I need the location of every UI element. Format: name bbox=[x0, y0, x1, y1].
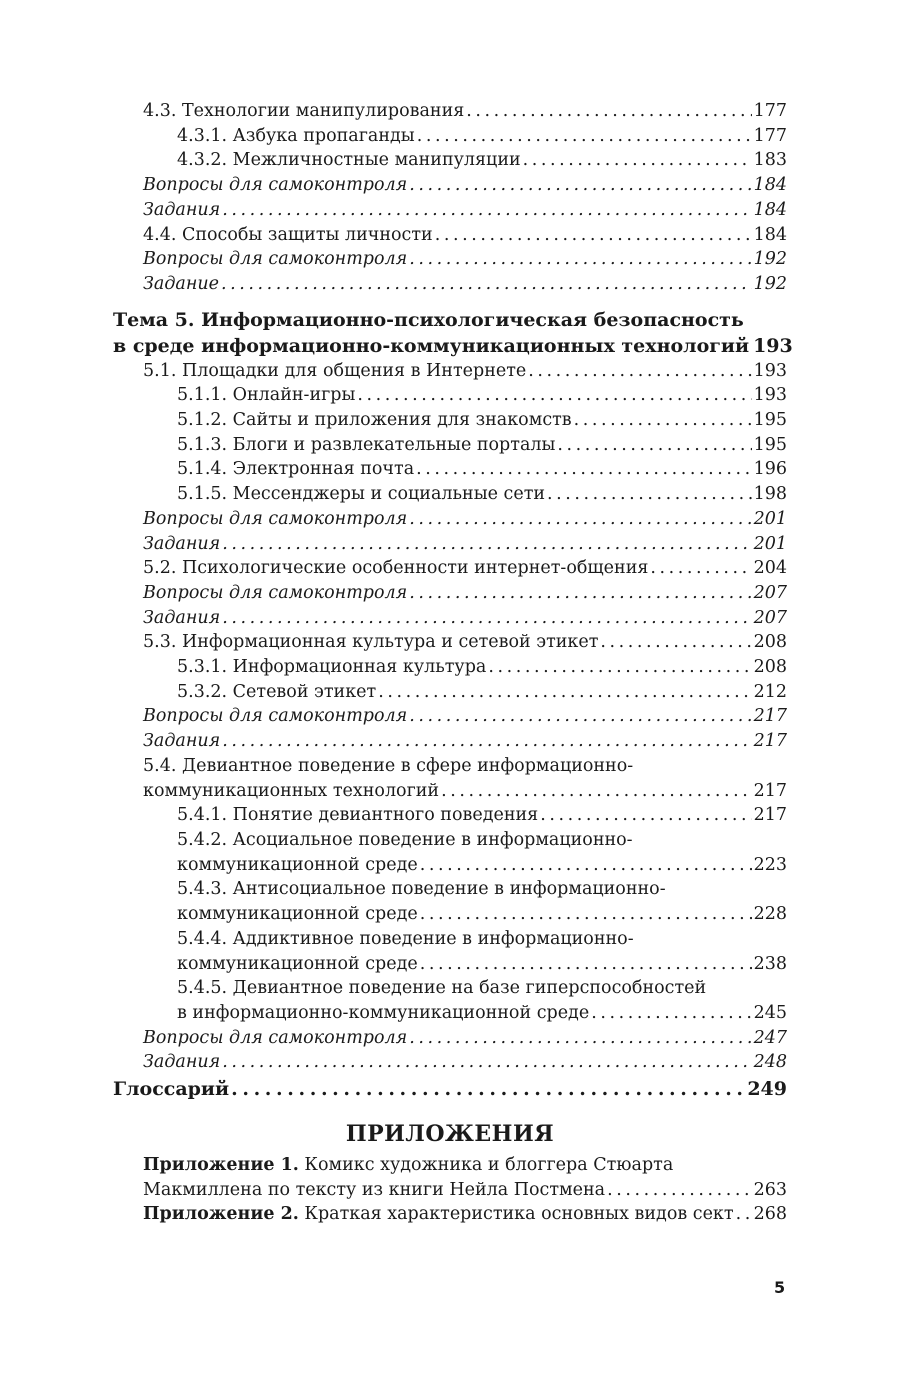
dot-leader bbox=[607, 1178, 752, 1203]
topic-5-title-line1: Тема 5. Информационно-психологическая безопасность bbox=[113, 308, 744, 331]
toc-entry-text: 5.1.4. Электронная почта bbox=[177, 459, 415, 480]
toc-entry bbox=[113, 630, 787, 655]
entry-5-4-3-line1: 5.4.3. Антисоциальное поведение в информационно- bbox=[177, 879, 666, 900]
entry-5-4-3-text: коммуникационной среде bbox=[177, 904, 418, 925]
toc-entry-questions bbox=[113, 1026, 787, 1051]
dot-leader bbox=[528, 359, 751, 384]
toc-entry-5-4-4 bbox=[113, 927, 787, 976]
appendix-1-page: 263 bbox=[753, 1179, 787, 1200]
topic-5-title-line2 bbox=[113, 333, 793, 359]
toc-entry bbox=[113, 482, 787, 507]
dot-leader bbox=[547, 482, 752, 507]
entry-5-4-text: коммуникационных технологий bbox=[143, 780, 440, 801]
questions-page: 247 bbox=[753, 1027, 787, 1048]
toc-entry bbox=[113, 532, 787, 557]
toc-entry-page: 208 bbox=[753, 632, 787, 653]
entry-5-4-2-text: коммуникационной среде bbox=[177, 854, 418, 875]
toc-entry-text: 4.3.2. Межличностные манипуляции bbox=[177, 150, 521, 171]
toc-entry-text: 4.3. Технологии манипулирования bbox=[143, 101, 465, 121]
dot-leader bbox=[435, 223, 752, 248]
toc-entry-5-4-3 bbox=[113, 877, 787, 926]
toc-entry-5-4-2 bbox=[113, 828, 787, 877]
entry-5-4-2-page: 223 bbox=[753, 854, 787, 875]
page-number: 5 bbox=[774, 1278, 786, 1297]
dot-leader bbox=[557, 433, 751, 458]
toc-entry-page: 195 bbox=[753, 410, 787, 431]
entry-5-4-3-page: 228 bbox=[753, 904, 787, 925]
entry-5-4-3-line2 bbox=[177, 902, 787, 927]
entry-5-4-4-text: коммуникационной среде bbox=[177, 953, 418, 974]
dot-leader bbox=[222, 729, 751, 754]
toc-entry-page: 201 bbox=[753, 533, 787, 554]
toc-entry bbox=[113, 247, 787, 272]
dot-leader bbox=[466, 99, 751, 124]
dot-leader bbox=[420, 902, 752, 927]
toc-entry bbox=[113, 99, 787, 124]
entry-5-4-4-line1: 5.4.4. Аддиктивное поведение в информационно- bbox=[177, 928, 634, 949]
dot-leader bbox=[221, 272, 752, 297]
toc-entry bbox=[113, 173, 787, 198]
entry-5-4-1-text: 5.4.1. Понятие девиантного поведения bbox=[177, 805, 539, 826]
toc-entry-page: 177 bbox=[753, 125, 787, 146]
appendix-1-title-cont: Макмиллена по тексту из книги Нейла Постмена bbox=[143, 1179, 606, 1200]
topic-5-page: 193 bbox=[753, 334, 793, 357]
tasks-page: 248 bbox=[753, 1052, 787, 1073]
toc-entry-text: Задание bbox=[143, 273, 220, 294]
dot-leader bbox=[523, 148, 752, 173]
entry-5-4-4-page: 238 bbox=[753, 953, 787, 974]
entry-5-4-5-page: 245 bbox=[753, 1002, 787, 1023]
toc-entry-text: 5.3.2. Сетевой этикет bbox=[177, 681, 377, 702]
toc-entry-page: 192 bbox=[753, 249, 787, 270]
appendix-1-line1 bbox=[143, 1153, 787, 1178]
dot-leader bbox=[650, 556, 751, 581]
toc-entry bbox=[113, 383, 787, 408]
toc-entry bbox=[113, 457, 787, 482]
dot-leader bbox=[736, 1202, 752, 1227]
toc-entry-text: 4.4. Способы защиты личности bbox=[143, 224, 433, 245]
appendix-2-entry bbox=[143, 1202, 734, 1227]
dot-leader bbox=[409, 581, 751, 606]
toc-entry bbox=[113, 198, 787, 223]
dot-leader bbox=[409, 704, 751, 729]
dot-leader bbox=[378, 680, 751, 705]
glossary-text: Глоссарий bbox=[113, 1078, 230, 1101]
dot-leader bbox=[420, 952, 752, 977]
appendix-2-title: Краткая характеристика основных видов сект bbox=[304, 1204, 734, 1225]
toc-entry-text: Задания bbox=[143, 731, 221, 752]
toc-entry-page: 207 bbox=[753, 582, 787, 603]
toc-entry bbox=[113, 704, 787, 729]
toc-entry-text: 5.1. Площадки для общения в Интернете bbox=[143, 360, 527, 381]
toc-entry-text: 5.1.1. Онлайн-игры bbox=[177, 385, 356, 406]
toc-entry-page: 184 bbox=[753, 175, 787, 196]
toc-entry-page: 177 bbox=[753, 101, 787, 121]
dot-leader bbox=[409, 173, 751, 198]
toc-entry-page: 198 bbox=[753, 484, 787, 505]
toc-entry-page: 184 bbox=[753, 199, 787, 220]
toc-entry-text: 5.1.2. Сайты и приложения для знакомств bbox=[177, 410, 572, 431]
appendix-1-line2 bbox=[143, 1178, 787, 1203]
toc-entry-page: 204 bbox=[753, 558, 787, 579]
toc-entry-tasks bbox=[113, 1050, 787, 1075]
toc-appendix-2 bbox=[113, 1202, 787, 1227]
toc-topic-5 bbox=[113, 307, 793, 359]
dot-leader bbox=[409, 1026, 751, 1051]
dot-leader bbox=[591, 1001, 751, 1026]
dot-leader bbox=[409, 507, 751, 532]
dot-leader bbox=[231, 1075, 745, 1103]
appendices-heading: ПРИЛОЖЕНИЯ bbox=[345, 1121, 555, 1148]
toc-entry bbox=[113, 606, 787, 631]
toc-appendix-1 bbox=[113, 1153, 787, 1202]
appendix-1-title: Комикс художника и блоггера Стюарта bbox=[304, 1155, 674, 1176]
dot-leader bbox=[540, 803, 751, 828]
toc-entry-5-4-1 bbox=[113, 803, 787, 828]
entry-5-4-page: 217 bbox=[753, 780, 787, 801]
toc-entry bbox=[113, 359, 787, 384]
toc-glossary bbox=[113, 1075, 787, 1103]
dot-leader bbox=[574, 408, 752, 433]
toc-entry-page: 195 bbox=[753, 434, 787, 455]
entry-5-4-2-line2 bbox=[177, 853, 787, 878]
toc-entry bbox=[113, 729, 787, 754]
toc-entry-page: 183 bbox=[753, 150, 787, 171]
toc-entry-page: 201 bbox=[753, 508, 787, 529]
questions-text: Вопросы для самоконтроля bbox=[143, 1027, 408, 1048]
toc-entry-page: 207 bbox=[753, 607, 787, 628]
toc-entry-text: 4.3.1. Азбука пропаганды bbox=[177, 125, 415, 146]
toc-entry-text: 5.3.1. Информационная культура bbox=[177, 657, 487, 678]
toc-entry-text: Вопросы для самоконтроля bbox=[143, 706, 408, 727]
table-of-contents bbox=[113, 99, 793, 1227]
toc-entry-text: Задания bbox=[143, 199, 221, 220]
toc-entry bbox=[113, 507, 787, 532]
toc-entry-text: 5.1.3. Блоги и развлекательные порталы bbox=[177, 434, 556, 455]
appendix-1-label: Приложение 1. bbox=[143, 1155, 299, 1176]
toc-entry-page: 184 bbox=[753, 224, 787, 245]
toc-entry bbox=[113, 655, 787, 680]
toc-entry-page: 196 bbox=[753, 459, 787, 480]
toc-entry-page: 193 bbox=[753, 360, 787, 381]
toc-entry-text: Задания bbox=[143, 607, 221, 628]
entry-5-4-2-line1: 5.4.2. Асоциальное поведение в информационно- bbox=[177, 829, 633, 850]
toc-entry-5-4-5 bbox=[113, 976, 787, 1025]
toc-entry-text: Вопросы для самоконтроля bbox=[143, 175, 408, 196]
toc-section-4 bbox=[113, 99, 787, 297]
toc-entry-page: 192 bbox=[753, 273, 787, 294]
toc-entry-page: 217 bbox=[753, 706, 787, 727]
dot-leader bbox=[409, 247, 751, 272]
entry-5-4-4-line2 bbox=[177, 952, 787, 977]
toc-entry-page: 217 bbox=[753, 731, 787, 752]
toc-entry bbox=[113, 433, 787, 458]
toc-entry bbox=[113, 272, 787, 297]
toc-entry bbox=[113, 124, 787, 149]
entry-5-4-5-line2 bbox=[177, 1001, 787, 1026]
toc-entry bbox=[113, 556, 787, 581]
toc-entry-text: Задания bbox=[143, 533, 221, 554]
tasks-text: Задания bbox=[143, 1052, 221, 1073]
dot-leader bbox=[441, 779, 752, 804]
toc-entry-page: 193 bbox=[753, 385, 787, 406]
toc-entry bbox=[113, 408, 787, 433]
entry-5-4-1-page: 217 bbox=[753, 805, 787, 826]
dot-leader bbox=[488, 655, 751, 680]
toc-section-5 bbox=[113, 359, 787, 754]
entry-5-4-line1: 5.4. Девиантное поведение в сфере информационно- bbox=[143, 755, 634, 776]
glossary-page: 249 bbox=[747, 1078, 787, 1101]
entry-5-4-5-text: в информационно-коммуникационной среде bbox=[177, 1002, 590, 1023]
appendix-2-page: 268 bbox=[753, 1204, 787, 1225]
dot-leader bbox=[420, 853, 752, 878]
toc-entry-text: 5.1.5. Мессенджеры и социальные сети bbox=[177, 484, 546, 505]
dot-leader bbox=[600, 630, 751, 655]
entry-5-4-5-line1: 5.4.5. Девиантное поведение на базе гиперспособностей bbox=[177, 978, 707, 999]
toc-entry-text: Вопросы для самоконтроля bbox=[143, 508, 408, 529]
dot-leader bbox=[417, 124, 752, 149]
dot-leader bbox=[222, 532, 751, 557]
toc-entry-text: Вопросы для самоконтроля bbox=[143, 249, 408, 270]
toc-entry bbox=[113, 680, 787, 705]
appendix-2-label: Приложение 2. bbox=[143, 1204, 299, 1225]
toc-entry-text: 5.3. Информационная культура и сетевой этикет bbox=[143, 632, 599, 653]
toc-entry bbox=[113, 148, 787, 173]
topic-5-title-text: в среде информационно-коммуникационных технологий bbox=[113, 334, 750, 357]
dot-leader bbox=[222, 198, 751, 223]
dot-leader bbox=[222, 1050, 751, 1075]
toc-entry-text: 5.2. Психологические особенности интернет-общения bbox=[143, 558, 649, 579]
toc-entry-page: 208 bbox=[753, 657, 787, 678]
dot-leader bbox=[416, 457, 751, 482]
toc-entry-page: 212 bbox=[753, 681, 787, 702]
toc-entry-5-4 bbox=[113, 754, 787, 803]
dot-leader bbox=[222, 606, 751, 631]
toc-entry bbox=[113, 223, 787, 248]
entry-5-4-line2 bbox=[143, 779, 787, 804]
toc-entry bbox=[113, 581, 787, 606]
dot-leader bbox=[357, 383, 751, 408]
toc-entry-text: Вопросы для самоконтроля bbox=[143, 582, 408, 603]
